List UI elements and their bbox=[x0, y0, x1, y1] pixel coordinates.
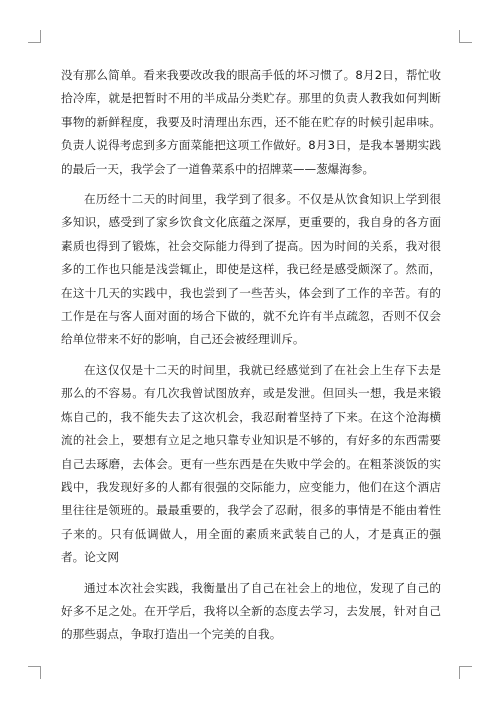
paragraph-1: 没有那么简单。看来我要改改我的眼高手低的坏习惯了。8月2日，帮忙收拾冷库，就是把暂时不用的半成品分类贮存。那里的负责人教我如何判断事物的新鲜程度，我要及时清理出东西，还不能在贮存的时候引起串味。负责人说得考虑到多方面菜能把这项工作做好。8月3日，是我本暑期实践的最后一天，我学会了一道鲁菜系中的招牌菜——葱爆海参。 bbox=[61, 68, 441, 176]
crop-mark-top-right bbox=[459, 30, 472, 43]
paragraph-3: 在这仅仅是十二天的时间里，我就已经感觉到了在社会上生存下去是那么的不容易。有几次我曾试图放弃，或是发泄。但回头一想，我是来锻炼自己的，我不能失去了这次机会，我忍耐着坚持了下来。在这个沧海横流的社会上，要想有立足之地只靠专业知识是不够的，有好多的东西需要自己去琢磨，去体会。更有一些东西是在失败中学会的。在粗茶淡饭的实践中，我发现好多的人都有很强的交际能力，应变能力，他们在这个酒店里往往是领班的。最最重要的，我学会了忍耐，很多的事情是不能由着性子来的。只有低调做人，用全面的素质来武装自己的人，才是真正的强者。论文网 bbox=[61, 362, 441, 565]
crop-mark-bottom-right bbox=[459, 666, 472, 679]
paragraph-4: 通过本次社会实践，我衡量出了自己在社会上的地位，发现了自己的好多不足之处。在开学后，我将以全新的态度去学习，去发展，针对自己的那些弱点，争取打造出一个完美的自我。 bbox=[61, 580, 441, 642]
crop-mark-top-left bbox=[28, 30, 41, 43]
paragraph-2: 在历经十二天的时间里，我学到了很多。不仅是从饮食知识上学到很多知识，感受到了家乡饮食文化底蕴之深厚，更重要的，我自身的各方面素质也得到了锻炼，社会交际能力得到了提高。因为时间的关系，我对很多的工作也只能是浅尝辄止，即使是这样，我已经是感受颇深了。然而，在这十几天的实践中，我也尝到了一些苦头，体会到了工作的辛苦。有的工作是在与客人面对面的场合下做的，就不允许有半点疏忽，否则不仅会给单位带来不好的影响，自己还会被经理训斥。 bbox=[61, 192, 441, 347]
crop-mark-bottom-left bbox=[28, 666, 41, 679]
document-body bbox=[61, 64, 441, 654]
